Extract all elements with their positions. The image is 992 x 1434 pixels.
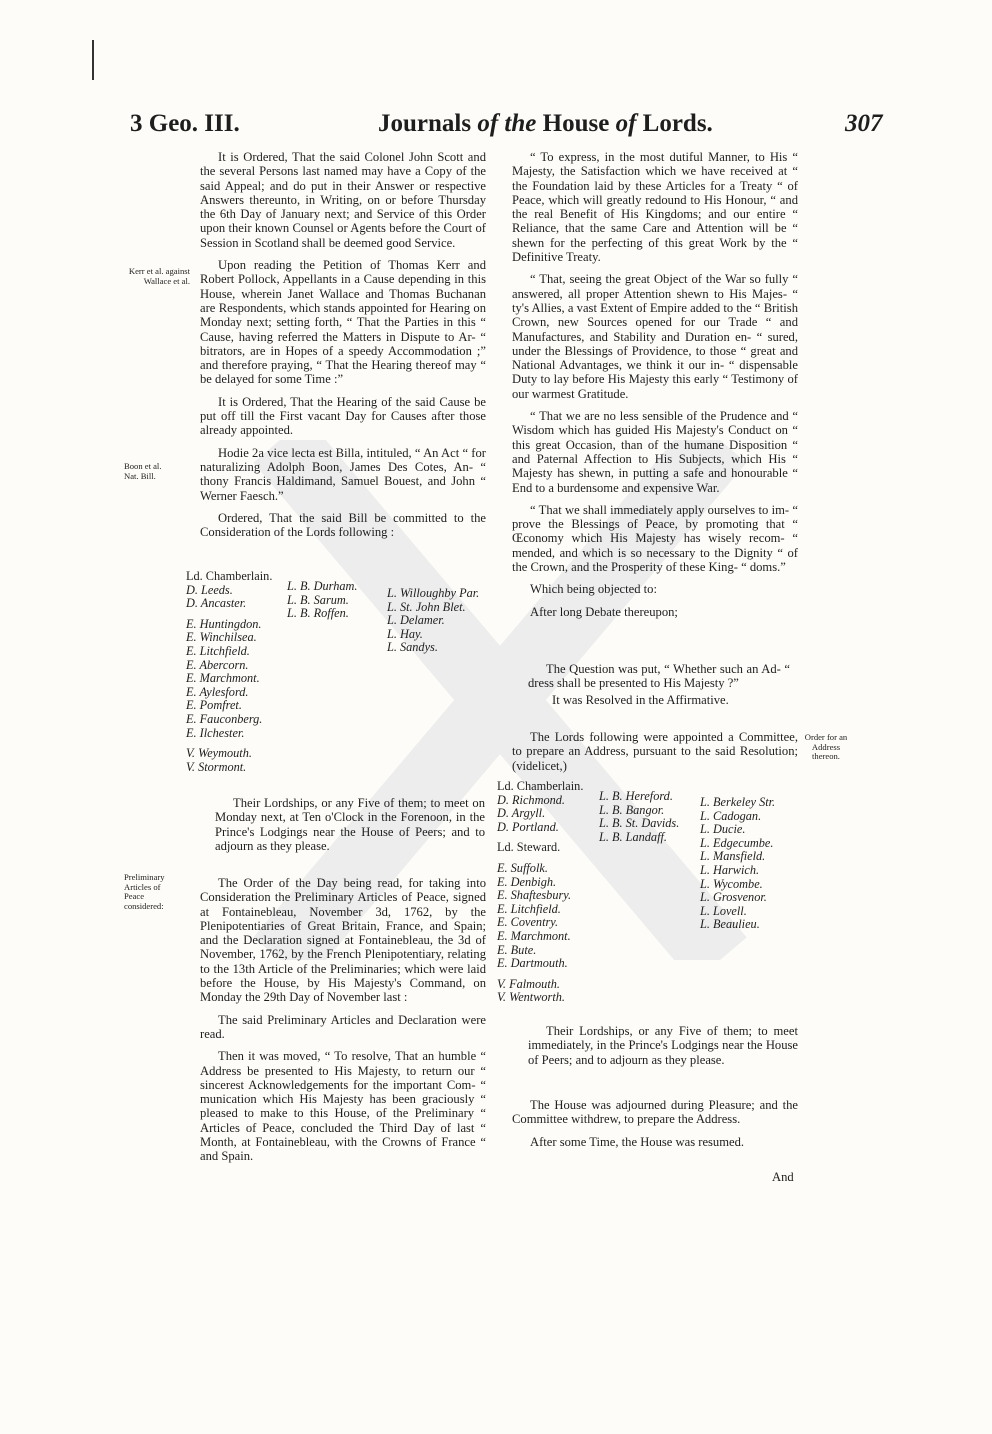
list-item: E. Aylesford. (186, 684, 249, 699)
list-item: E. Marchmont. (497, 928, 571, 943)
list-item: L. Hay. (387, 626, 423, 641)
list-item: E. Litchfield. (186, 643, 250, 658)
paragraph-committee-appointed: The Lords following were appointed a Committee, to prepare an Address, pursuant to the said Resolution; (videlicet,) (512, 730, 798, 773)
list-item: L. B. Sarum. (287, 592, 349, 607)
committee-list-1-col1 (186, 570, 272, 774)
list-item: L. Willoughby Par. (387, 586, 480, 600)
right-column-lordships (528, 1024, 798, 1075)
list-item: L. Berkeley Str. (700, 795, 776, 809)
list-item: D. Argyll. (497, 806, 546, 821)
right-column-question (528, 662, 790, 715)
list-item: L. B. Hereford. (599, 789, 673, 803)
list-item: E. Pomfret. (186, 698, 242, 713)
paragraph-debate: After long Debate thereupon; (530, 604, 678, 619)
right-column-top (512, 150, 798, 627)
paragraph-address-express: “ To express, in the most dutiful Manner, to His “ Majesty, the Satisfaction which we have received at “ the Foundation laid by these Articles for a Treaty “ of Peace, which will greatly redound to His Honour, “ and the real Benefit of His Kingdoms; and our entire “ Reliance, that the same Care and Attention will be “ shewn for the perfecting of this great Work by the “ Definitive Treaty. (512, 150, 798, 265)
committee-list-1-col2 (287, 580, 358, 621)
list-item: E. Suffolk. (497, 860, 548, 875)
regnal-year: 3 Geo. III. (130, 110, 240, 137)
right-column-committee (512, 730, 798, 781)
list-item: V. Falmouth. (497, 976, 560, 991)
list-item: L. Lovell. (700, 903, 747, 918)
paragraph-resumed: After some Time, the House was resumed. (530, 1134, 745, 1149)
list-item: E. Winchilsea. (186, 630, 257, 645)
list-item: D. Portland. (497, 819, 559, 834)
list-item: L. Mansfield. (700, 849, 766, 864)
right-column-bottom (512, 1098, 798, 1157)
list-item: L. B. Bangor. (599, 802, 665, 817)
list-item: L. B. Roffen. (287, 606, 349, 621)
paragraph-motion: Then it was moved, “ To resolve, That an humble “ Address be presented to His Majesty, to return our “ sincerest Acknowledgements for the important Com- “ munication which His Majesty has been graciously “ pleased to make to this House, of the Preliminary “ Articles of Peace, concluded the Third Day of last “ Month, at Fontainebleau, with the Crowns of France “ and Spain. (200, 1049, 486, 1164)
list-item: E. Litchfield. (497, 901, 561, 916)
list-item: L. Wycombe. (700, 876, 763, 891)
running-head (0, 110, 992, 142)
paragraph-question: The Question was put, “ Whether such an Ad- “ dress shall be presented to His Majesty ?” (528, 662, 790, 691)
list-item: E. Bute. (497, 942, 537, 957)
list-item: Ld. Steward. (497, 840, 561, 855)
paragraph-bill-committed: Ordered, That the said Bill be committed to the Consideration of the Lords following : (200, 510, 486, 540)
list-item: E. Abercorn. (186, 657, 249, 672)
list-item: D. Leeds. (186, 582, 233, 597)
list-item: L. Grosvenor. (700, 890, 767, 905)
paragraph-address-war: “ That, seeing the great Object of the War so fully “ answered, all proper Attention shewn to His Majes- “ ty's Allies, a vast Extent of Empire added to the “ British Crown, new Sources opened for our Trade “ and Manufactures, and Stability and Duration en- “ sured, under the Blessings of Providence, to those “ great and National Advantages, we think it our in- “ dispensable Duty to lay before His Majesty this early “ Testimony of our warmest Gratitude. (512, 272, 798, 401)
list-item: V. Stormont. (186, 759, 247, 774)
left-column-bottom (200, 876, 486, 1172)
list-item: L. St. John Blet. (387, 599, 466, 614)
list-item: L. B. Durham. (287, 579, 358, 593)
paragraph-order-copy: It is Ordered, That the said Colonel John Scott and the several Persons last named may have a Copy of the said Appeal; and do put in their Answer or respective Answers thereunto, in Writing, on or before Thursday the 6th Day of January next; and Service of this Order upon their known Counsel or Agents before the Court of Session in Scotland shall be deemed good Service. (200, 150, 486, 250)
list-item: L. Beaulieu. (700, 917, 760, 932)
paragraph-meet-immediately: Their Lordships, or any Five of them; to meet immediately, in the Prince's Lodgings near the House of Peers; and to adjourn as they please. (528, 1024, 798, 1067)
committee-list-2-col2 (599, 790, 679, 844)
paragraph-kerr-petition: Upon reading the Petition of Thomas Kerr and Robert Pollock, Appellants in a Cause depending in this House, wherein Janet Wallace and Thomas Buchanan are Respondents, which stands appointed for Hearing on Monday next; setting forth, “ That the Parties in this “ Cause, having referred the Matters in Dispute to Ar- “ bitrators, are in Hopes of a speedy Accommodation ;” and therefore praying, “ That the Hearing thereof may “ be delayed for some Time :” (200, 258, 486, 387)
committee-list-1-col3 (387, 587, 479, 655)
list-item: E. Coventry. (497, 915, 559, 930)
margin-note-order-address: Order for an Address thereon. (804, 732, 848, 761)
list-item: L. Sandys. (387, 640, 438, 655)
list-item: L. Ducie. (700, 822, 746, 837)
list-item: D. Ancaster. (186, 596, 247, 611)
margin-note-kerr: Kerr et al. against Wallace et al. (128, 266, 190, 286)
committee-list-2-col3 (700, 796, 775, 932)
list-item: L. Cadogan. (700, 808, 762, 823)
page-number: 307 (845, 110, 883, 137)
catchword: And (772, 1170, 794, 1184)
list-item: E. Ilchester. (186, 725, 245, 740)
list-item: E. Shaftesbury. (497, 888, 572, 903)
paragraph-articles-read: The said Preliminary Articles and Declaration were read. (200, 1012, 486, 1041)
list-item: E. Denbigh. (497, 874, 557, 889)
journal-title: Journals of the House of Lords. (378, 110, 713, 137)
list-item: V. Weymouth. (186, 746, 252, 761)
list-item: E. Marchmont. (186, 671, 260, 686)
paragraph-address-peace: “ That we shall immediately apply ourselves to im- “ prove the Blessings of Peace, by promoting that “ Œconomy which His Majesty has wisely recom- “ mended, and which is so necessary to the Dignity “ of the Crown, and the Prosperity of these King- “ doms.” (512, 502, 798, 575)
paragraph-meeting-instructions: Their Lordships, or any Five of them; to meet on Monday next, at Ten o'Clock in the Forenoon, in the Prince's Lodgings near the House of Peers; and to adjourn as they please. (215, 796, 485, 853)
list-item: L. Edgecumbe. (700, 835, 774, 850)
margin-note-boon: Boon et al. Nat. Bill. (124, 461, 162, 481)
committee-list-2-col1 (497, 780, 583, 1005)
paragraph-hearing-put-off: It is Ordered, That the Hearing of the said Cause be put off till the First vacant Day for Causes after those already appointed. (200, 394, 486, 438)
list-item: L. Harwich. (700, 862, 760, 877)
paragraph-naturalization-bill: Hodie 2a vice lecta est Billa, intituled, “ An Act “ for naturalizing Adolph Boon, James Des Cotes, An- “ thony Francis Haldimand, Samuel Bouest, and John “ Werner Faesch.” (200, 445, 486, 503)
paragraph-adjourned: The House was adjourned during Pleasure; and the Committee withdrew, to prepare the Address. (512, 1098, 798, 1127)
list-item: E. Fauconberg. (186, 711, 263, 726)
list-item: E. Huntingdon. (186, 616, 262, 631)
list-item: L. B. Landaff. (599, 829, 667, 844)
list-item: L. Delamer. (387, 613, 445, 628)
list-item: Ld. Chamberlain. (186, 569, 273, 583)
list-item: E. Dartmouth. (497, 956, 568, 971)
paragraph-objected: Which being objected to: (530, 582, 657, 597)
list-item: Ld. Chamberlain. (497, 779, 584, 793)
left-column-top (200, 150, 486, 547)
left-column-lordships (215, 796, 485, 861)
list-item: D. Richmond. (497, 792, 565, 807)
margin-note-preliminary: Preliminary Articles of Peace considered: (124, 872, 165, 911)
paragraph-address-prudence: “ That we are no less sensible of the Prudence and “ Wisdom which has guided His Majesty's Conduct on “ this great Occasion, than of the humane Disposition “ and Paternal Affection to His Subjects, which His “ Majesty has shewn, in putting a safe and honourable “ End to a burdensome and expensive War. (512, 409, 798, 495)
margin-rule (92, 40, 94, 80)
list-item: L. B. St. Davids. (599, 816, 680, 831)
list-item: V. Wentworth. (497, 990, 565, 1005)
paragraph-resolved: It was Resolved in the Affirmative. (552, 692, 729, 707)
paragraph-order-of-day: The Order of the Day being read, for taking into Consideration the Preliminary Articles of Peace, signed at Fontainebleau, November 3d, 1762, by the Plenipotentiaries of Great Britain, France, and Spain; and the Declaration signed at Fontainebleau, the 3d of November, 1762, by the French Plenipotentiary, relating to the 13th Article of the Preliminaries; which were laid before the House, by His Majesty's Command, on Monday the 29th Day of November last : (200, 876, 486, 1005)
